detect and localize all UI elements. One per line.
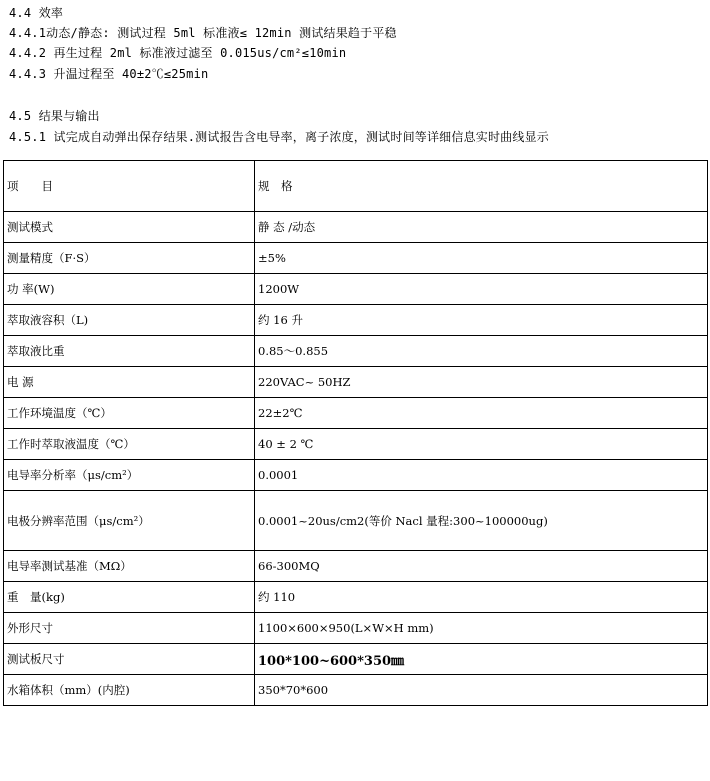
row-label: 工作环境温度（℃） [4, 398, 255, 429]
row-label: 重 量(kg) [4, 582, 255, 613]
row-value: 40 ± 2 ℃ [255, 429, 708, 460]
row-label: 外形尺寸 [4, 613, 255, 644]
row-value: 350*70*600 [255, 675, 708, 706]
paragraph-4-5-1: 4.5.1 试完成自动弹出保存结果.测试报告含电导率，离子浓度，测试时间等详细信息实时曲线显示 [9, 130, 549, 144]
table-header-row [4, 161, 708, 212]
row-label: 电导率测试基准（MΩ） [4, 551, 255, 582]
row-value: ±5% [255, 243, 708, 274]
paragraph-4-4-2: 4.4.2 再生过程 2ml 标准液过滤至 0.015us/cm²≤10min [9, 46, 347, 60]
row-label: 测试板尺寸 [4, 644, 255, 675]
paragraph-4-4-1: 4.4.1动态/静态: 测试过程 5ml 标准液≤ 12min 测试结果趋于平稳 [9, 26, 397, 40]
row-value: 0.0001 [255, 460, 708, 491]
section-heading-4-5: 4.5 结果与输出 [9, 109, 100, 123]
table-row [4, 644, 708, 675]
row-value: 1100×600×950(L×W×H mm) [255, 613, 708, 644]
spec-table [3, 160, 708, 706]
row-label: 测量精度（F·S） [4, 243, 255, 274]
table-row [4, 491, 708, 551]
row-label: 功 率(W) [4, 274, 255, 305]
table-row [4, 429, 708, 460]
table-row [4, 398, 708, 429]
row-value: 22±2℃ [255, 398, 708, 429]
table-row [4, 367, 708, 398]
row-label: 电极分辨率范围（μs/cm²） [4, 491, 255, 551]
table-row [4, 336, 708, 367]
row-label: 工作时萃取液温度（℃） [4, 429, 255, 460]
row-value: 220VAC~ 50HZ [255, 367, 708, 398]
table-row [4, 274, 708, 305]
table-row [4, 675, 708, 706]
row-label: 萃取液容积（L) [4, 305, 255, 336]
row-label: 水箱体积（mm）(内腔) [4, 675, 255, 706]
header-spec: 规 格 [255, 161, 708, 212]
table-row [4, 212, 708, 243]
row-value: 1200W [255, 274, 708, 305]
table-row [4, 613, 708, 644]
row-label: 电 源 [4, 367, 255, 398]
header-item: 项 目 [4, 161, 255, 212]
paragraph-4-4-3: 4.4.3 升温过程至 40±2℃≤25min [9, 67, 209, 81]
row-value: 静 态 /动态 [255, 212, 708, 243]
row-value: 100*100~600*350㎜ [255, 644, 708, 675]
section-heading-4-4: 4.4 效率 [9, 6, 64, 20]
row-label: 电导率分析率（μs/cm²） [4, 460, 255, 491]
table-row [4, 305, 708, 336]
row-value: 约 16 升 [255, 305, 708, 336]
row-value: 66-300MQ [255, 551, 708, 582]
row-label: 测试模式 [4, 212, 255, 243]
table-row [4, 243, 708, 274]
row-value: 约 110 [255, 582, 708, 613]
row-label: 萃取液比重 [4, 336, 255, 367]
row-value: 0.0001~20us/cm2(等价 Nacl 量程:300~100000ug) [255, 491, 708, 551]
table-row [4, 582, 708, 613]
row-value: 0.85～0.855 [255, 336, 708, 367]
table-row [4, 551, 708, 582]
table-row [4, 460, 708, 491]
